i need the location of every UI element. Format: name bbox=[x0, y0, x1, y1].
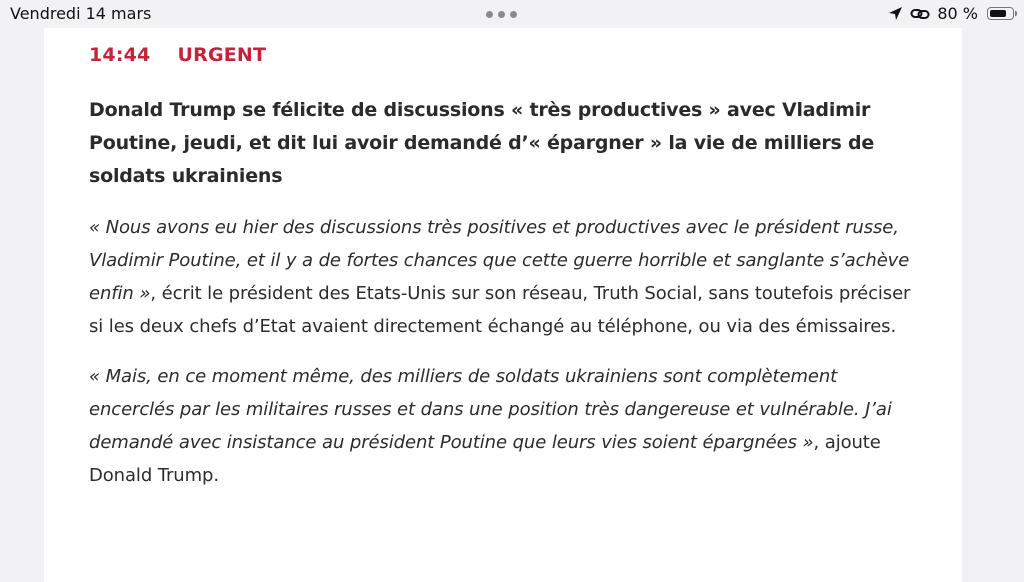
article-paragraph bbox=[89, 211, 918, 343]
multitasking-dot bbox=[510, 11, 517, 18]
urgent-label: URGENT bbox=[177, 44, 267, 66]
multitasking-dot bbox=[498, 11, 505, 18]
quote-text: « Nous avons eu hier des discussions très positives et productives avec le président russe, Vladimir Poutine, et il y a de fortes chances que cette guerre horrible et sanglante s’achève enfin » bbox=[89, 217, 910, 304]
battery-tip bbox=[1015, 11, 1017, 16]
paragraph-text: , ajoute Donald Trump. bbox=[89, 432, 881, 486]
live-article-panel bbox=[44, 28, 962, 582]
battery-percentage: 80 % bbox=[937, 4, 978, 23]
article-paragraph bbox=[89, 360, 918, 492]
link-icon bbox=[910, 6, 930, 22]
multitasking-dots[interactable] bbox=[486, 11, 517, 18]
battery-icon bbox=[987, 7, 1014, 20]
paragraph-text: , écrit le président des Etats-Unis sur son réseau, Truth Social, sans toutefois préciser si les deux chefs d’Etat avaient directement échangé au téléphone, ou via des émissaires. bbox=[89, 283, 911, 337]
multitasking-dot bbox=[486, 11, 493, 18]
status-indicators bbox=[888, 4, 1014, 23]
live-entry-header bbox=[89, 44, 918, 66]
battery-fill bbox=[990, 10, 1007, 17]
status-bar bbox=[0, 0, 1024, 28]
location-arrow-icon bbox=[888, 6, 903, 21]
status-date: Vendredi 14 mars bbox=[10, 4, 152, 23]
quote-text: « Mais, en ce moment même, des milliers de soldats ukrainiens sont complètement encerclés par les militaires russes et dans une position très dangereuse et vulnérable. J’ai demandé avec insistance au président Poutine que leurs vies soient épargnées » bbox=[89, 366, 892, 453]
live-entry-time: 14:44 bbox=[89, 44, 151, 66]
article-headline: Donald Trump se félicite de discussions « très productives » avec Vladimir Poutine, jeudi, et dit lui avoir demandé d’« épargner » la vie de milliers de soldats ukrainiens bbox=[89, 99, 875, 187]
